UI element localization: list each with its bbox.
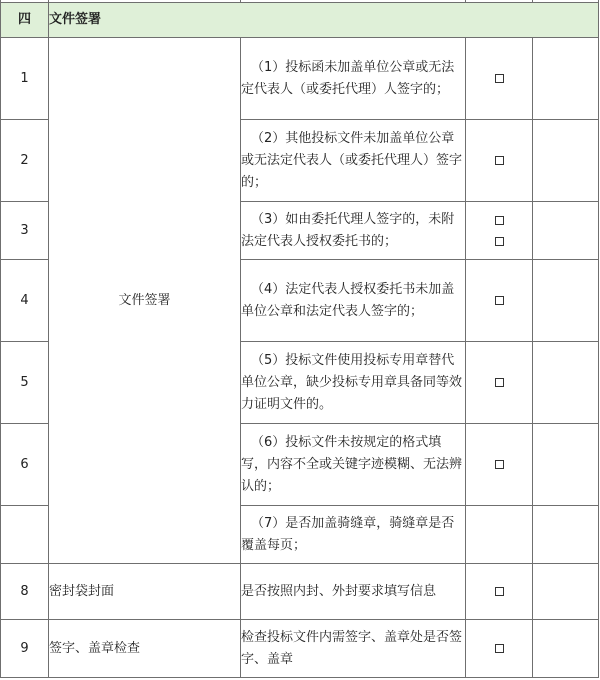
checkbox[interactable] [495,460,504,469]
row-description: 检查投标文件内需签字、盖章处是否签字、盖章 [241,620,466,678]
section-title: 文件签署 [49,3,599,38]
row-number: 3 [1,202,49,260]
checkbox[interactable] [495,156,504,165]
row-number: 1 [1,38,49,120]
table-row [1,620,599,678]
checkbox-cell [466,564,533,620]
checkbox[interactable] [495,216,504,225]
row-description: （1）投标函未加盖单位公章或无法定代表人（或委托代理）人签字的； [241,38,466,120]
section-number: 四 [1,3,49,38]
row-description: （5）投标文件使用投标专用章替代单位公章，缺少投标专用章具备同等效力证明文件的。 [241,342,466,424]
row-number [1,506,49,564]
remark-cell [533,424,599,506]
row-number: 8 [1,564,49,620]
table-row [1,38,599,120]
remark-cell [533,260,599,342]
remark-cell [533,564,599,620]
checkbox[interactable] [495,378,504,387]
row-description: （6）投标文件未按规定的格式填写，内容不全或关键字迹模糊、无法辨认的； [241,424,466,506]
section-header-row [1,3,599,38]
checkbox-cell [466,202,533,260]
remark-cell [533,120,599,202]
checkbox[interactable] [495,74,504,83]
checkbox-cell [466,506,533,564]
checkbox-cell [466,38,533,120]
remark-cell [533,38,599,120]
row-number: 2 [1,120,49,202]
checkbox-cell [466,260,533,342]
checkbox-cell [466,620,533,678]
remark-cell [533,620,599,678]
checkbox[interactable] [495,296,504,305]
row-number: 5 [1,342,49,424]
remark-cell [533,506,599,564]
checkbox[interactable] [495,644,504,653]
checkbox-cell [466,120,533,202]
row-description: （7）是否加盖骑缝章，骑缝章是否覆盖每页； [241,506,466,564]
row-category: 签字、盖章检查 [49,620,241,678]
row-description: 是否按照内封、外封要求填写信息 [241,564,466,620]
group-category-cell: 文件签署 [49,38,241,564]
row-number: 4 [1,260,49,342]
checkbox-cell [466,342,533,424]
checkbox-cell [466,424,533,506]
row-category: 密封袋封面 [49,564,241,620]
row-description: （4）法定代表人授权委托书未加盖单位公章和法定代表人签字的； [241,260,466,342]
row-description: （3）如由委托代理人签字的，未附法定代表人授权委托书的； [241,202,466,260]
row-description: （2）其他投标文件未加盖单位公章或无法定代表人（或委托代理人）签字的； [241,120,466,202]
checkbox[interactable] [495,237,504,246]
row-number: 6 [1,424,49,506]
checkbox[interactable] [495,587,504,596]
row-number: 9 [1,620,49,678]
remark-cell [533,202,599,260]
table-row [1,564,599,620]
remark-cell [533,342,599,424]
